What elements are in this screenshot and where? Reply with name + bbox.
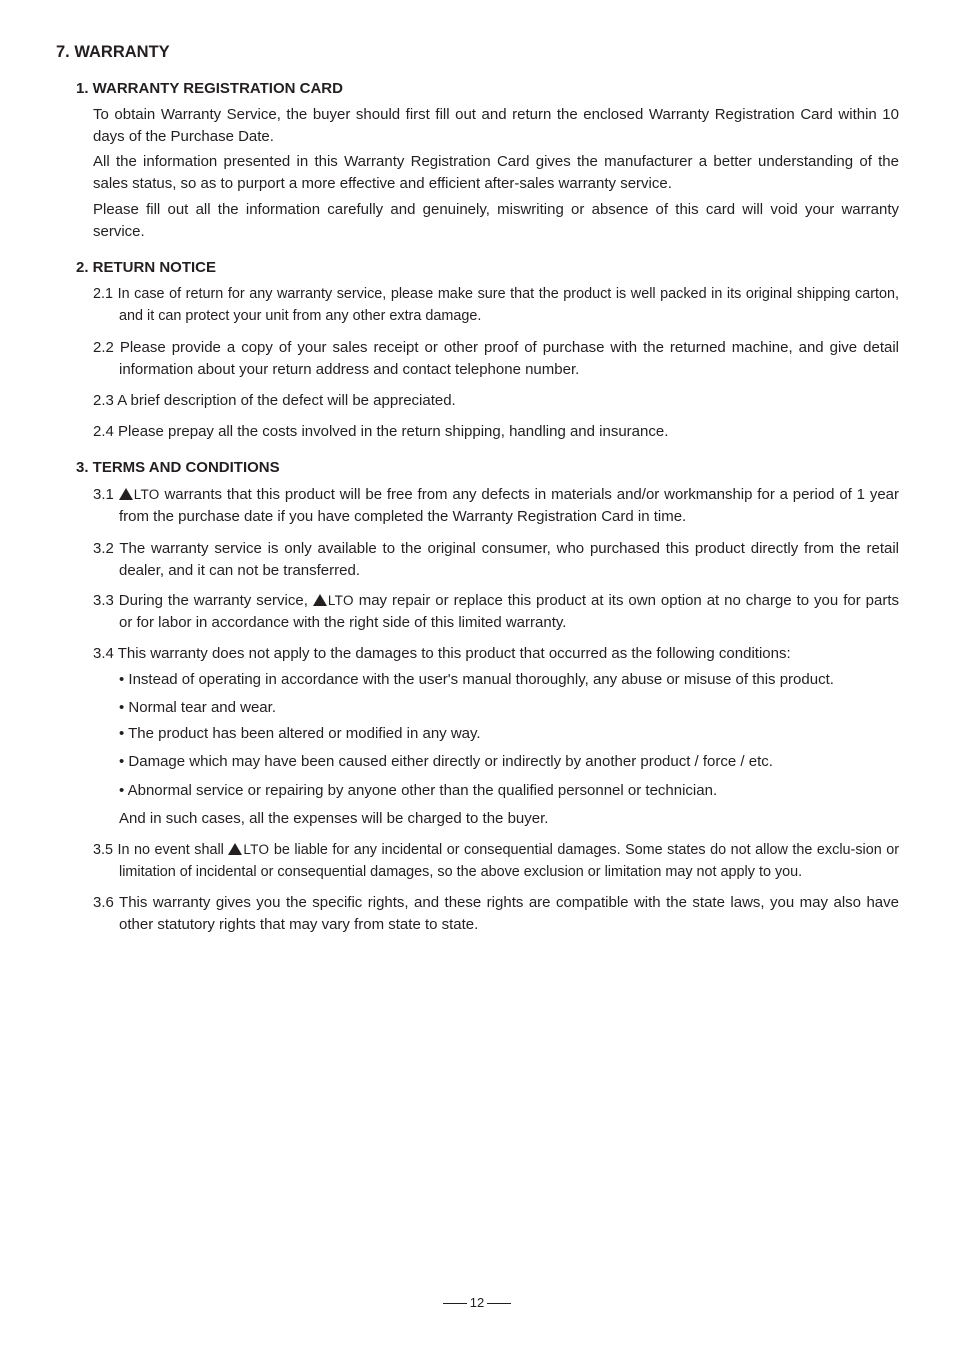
page-footer bbox=[0, 1295, 954, 1310]
brand-logo-text: LTO bbox=[327, 593, 354, 608]
brand-logo bbox=[228, 839, 269, 862]
footer-rule-left bbox=[443, 1303, 467, 1304]
brand-logo bbox=[119, 484, 160, 506]
bullet-item: • The product has been altered or modified in any way. bbox=[119, 725, 481, 742]
item-text: be liable for any incidental or consequential damages. Some states do not allow the exclu-sion or limitation of incidental or consequential damages, so the above exclusion or limitation may not apply to you. bbox=[119, 842, 900, 880]
list-item: 3.4 This warranty does not apply to the damages to this product that occurred as the following conditions: bbox=[93, 645, 791, 662]
closing-statement: And in such cases, all the expenses will be charged to the buyer. bbox=[119, 810, 549, 827]
paragraph: All the information presented in this Warranty Registration Card gives the manufacturer a better understanding of the sales status, so as to purport a more effective and efficient after-sales warranty service. bbox=[93, 153, 899, 192]
bullet-item: • Normal tear and wear. bbox=[119, 699, 276, 716]
brand-logo bbox=[313, 590, 354, 612]
item-text: warrants that this product will be free from any defects in materials and/or workmanship for a period of 1 year from the purchase date if you have completed the Warranty Registration Card in time. bbox=[119, 486, 900, 525]
list-item: 2.1 In case of return for any warranty service, please make sure that the product is well packed in its original shipping carton, and it can protect your unit from any other extra damage. bbox=[93, 286, 899, 324]
triangle-logo-icon bbox=[228, 843, 242, 855]
bullet-item: • Damage which may have been caused either directly or indirectly by another product / force / etc. bbox=[119, 753, 773, 770]
section-title-return-notice: 2. RETURN NOTICE bbox=[76, 259, 217, 276]
list-item: 2.3 A brief description of the defect will be appreciated. bbox=[93, 392, 456, 409]
list-item: 2.2 Please provide a copy of your sales receipt or other proof of purchase with the returned machine, and give detail information about your return address and contact telephone number. bbox=[93, 339, 899, 378]
list-item: 3.6 This warranty gives you the specific rights, and these rights are compatible with the state laws, you may also have other statutory rights that may vary from state to state. bbox=[93, 894, 899, 933]
brand-logo-text: LTO bbox=[133, 487, 160, 502]
triangle-logo-icon bbox=[119, 488, 133, 500]
bullet-item: • Abnormal service or repairing by anyone other than the qualified personnel or technician. bbox=[119, 782, 718, 799]
item-text: 3.3 During the warranty service, bbox=[93, 592, 308, 609]
brand-logo-text: LTO bbox=[243, 842, 270, 857]
list-item bbox=[93, 484, 899, 527]
list-item: 2.4 Please prepay all the costs involved in the return shipping, handling and insurance. bbox=[93, 423, 669, 440]
section-title-terms: 3. TERMS AND CONDITIONS bbox=[76, 459, 280, 476]
list-item bbox=[93, 590, 899, 633]
page-heading: 7. WARRANTY bbox=[56, 43, 170, 61]
item-number: 3.1 bbox=[93, 486, 114, 503]
list-item bbox=[93, 839, 899, 883]
section-title-registration: 1. WARRANTY REGISTRATION CARD bbox=[76, 80, 343, 97]
bullet-item: • Instead of operating in accordance with the user's manual thoroughly, any abuse or misuse of this product. bbox=[119, 671, 834, 688]
footer-rule-right bbox=[487, 1303, 511, 1304]
list-item: 3.2 The warranty service is only available to the original consumer, who purchased this product directly from the retail dealer, and it can not be transferred. bbox=[93, 540, 899, 579]
page-number: 12 bbox=[469, 1295, 485, 1310]
item-text: 3.5 In no event shall bbox=[93, 842, 224, 858]
paragraph: To obtain Warranty Service, the buyer should first fill out and return the enclosed Warranty Registration Card within 10 days of the Purchase Date. bbox=[93, 106, 899, 145]
triangle-logo-icon bbox=[313, 594, 327, 606]
paragraph: Please fill out all the information carefully and genuinely, miswriting or absence of this card will void your warranty service. bbox=[93, 201, 899, 240]
item-text: may repair or replace this product at its own option at no charge to you for parts or for labor in accordance with the right side of this limited warranty. bbox=[119, 592, 899, 631]
